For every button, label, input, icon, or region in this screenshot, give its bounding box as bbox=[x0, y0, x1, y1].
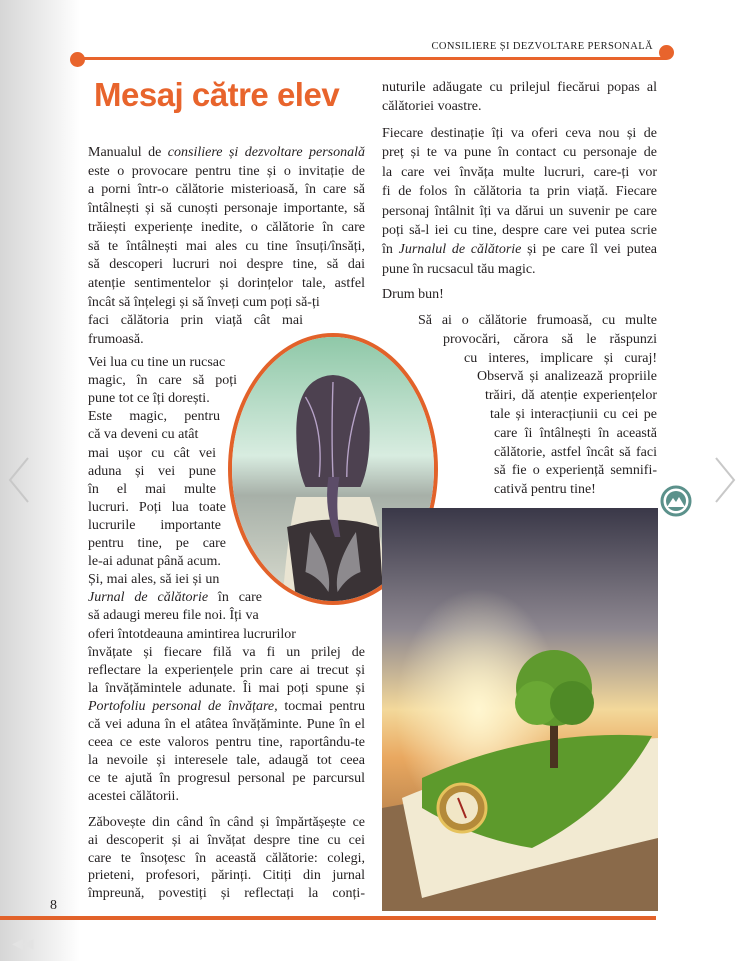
text-line: încât să înțelegi și să înveți cum poți să-ți bbox=[88, 294, 320, 310]
chevron-right-icon bbox=[712, 456, 738, 504]
text-line: trăiești experiențe inedite, o călătorie în care bbox=[88, 219, 365, 235]
text-line: cu interes, implicare și curaj! bbox=[464, 350, 657, 366]
text-line: frumoasă. bbox=[88, 332, 144, 347]
text-line: învățate și fiecare filă va fi un prilej de bbox=[88, 644, 365, 660]
italic-text: Portofoliu personal de învățare, bbox=[88, 698, 278, 714]
text-line: trăiri, dă atenție experiențelor bbox=[485, 388, 657, 404]
header-rule-dot-left bbox=[70, 52, 85, 67]
text-line: poți să-l iei cu tine, despre care vei putea scrie bbox=[382, 223, 657, 238]
next-page-button[interactable] bbox=[712, 456, 738, 504]
text-line: Drum bun! bbox=[382, 287, 444, 302]
text-line: le-ai adunat până acum. bbox=[88, 554, 221, 570]
text-line: ceea ce este valoros pentru tine, raportându-te bbox=[88, 735, 365, 751]
text-line: fi de folos în călătoria ta prin viață. Fiecare bbox=[382, 184, 657, 200]
text-segment: în care bbox=[208, 590, 262, 606]
text-line: la care vei învăța multe lucruri, care-ți vor bbox=[382, 164, 657, 180]
text-line: în el mai multe bbox=[88, 481, 216, 497]
text-line: tale și interacțiunii cu cei pe bbox=[490, 407, 657, 422]
text-line: prieteni, profesori, părinți. Citiți din jurnal bbox=[88, 868, 365, 884]
text-line: atenție sentimentelor și dorințelor tale, astfel bbox=[88, 275, 365, 291]
text-line: a porni într-o călătorie misterioasă, în care să bbox=[88, 182, 365, 198]
text-line: întâlnești și să cunoști personaje importante, să bbox=[88, 201, 365, 217]
text-line: la nevoile și interesele tale, adaugă tot ceea bbox=[88, 753, 365, 769]
text-segment: Manualul de bbox=[88, 145, 168, 160]
italic-text: Jurnalul de călătorie bbox=[398, 242, 522, 258]
italic-text: Jurnal de călătorie bbox=[88, 590, 209, 606]
text-line: este o provocare pentru tine și o invitație de bbox=[88, 163, 365, 179]
text-line: să descoperi lucruri noi despre tine, să dai bbox=[88, 257, 365, 273]
text-line bbox=[382, 241, 657, 259]
text-line: care îi întâlnești în această bbox=[494, 425, 657, 441]
text-line: faci călătoria prin viață cât mai bbox=[88, 313, 303, 329]
text-line: ce te ajută în progresul personal pe parcursul bbox=[88, 771, 365, 787]
mountain-logo-icon[interactable] bbox=[660, 485, 692, 517]
text-line: Zăbovește din când în când și împărtășește ce bbox=[88, 815, 365, 830]
page-number: 8 bbox=[50, 898, 57, 913]
text-line: preț și te va pune în contact cu personaje de bbox=[382, 145, 657, 161]
text-line bbox=[88, 589, 262, 607]
text-line: la învățămintele adunate. Îi mai poți spune și bbox=[88, 680, 365, 696]
text-line: mai ușor cu cât vei bbox=[88, 445, 216, 461]
text-line: personaj întâlnit îți va dărui un suvenir pe care bbox=[382, 203, 657, 219]
page-title: Mesaj către elev bbox=[94, 76, 340, 113]
text-line: nuturile adăugate cu prilejul fiecărui popas al bbox=[382, 80, 657, 95]
text-line: împreună, povestiți și reflectați la conți- bbox=[88, 886, 365, 902]
footer-rule bbox=[0, 916, 656, 920]
text-line: să fie o experiență semnifi- bbox=[494, 463, 657, 479]
text-line: Observă și analizează propriile bbox=[477, 369, 657, 385]
text-line: magic, în care să poți bbox=[88, 373, 237, 389]
text-segment: și pe care îl vei putea bbox=[521, 242, 658, 258]
previous-page-button[interactable] bbox=[6, 456, 32, 504]
text-line: pune în rucsacul tău magic. bbox=[382, 261, 536, 277]
text-segment: în bbox=[382, 242, 399, 258]
text-line: acestei călătorii. bbox=[88, 789, 179, 805]
text-line: aduna și vei pune bbox=[88, 463, 216, 479]
text-line: Vei lua cu tine un rucsac bbox=[88, 355, 226, 370]
text-line: Este magic, pentru bbox=[88, 409, 220, 425]
text-line: oferi întotdeauna amintirea lucrurilor bbox=[88, 626, 296, 642]
text-line: pune tot ce îți dorești. bbox=[88, 391, 210, 407]
text-line: că vei aduna în el atâtea învățăminte. Pune în el bbox=[88, 717, 365, 732]
header-rule-dot-right bbox=[659, 45, 674, 60]
text-line: reflectare la experiențele prin care ai trecut și bbox=[88, 662, 365, 678]
text-line: că va deveni cu atât bbox=[88, 427, 199, 443]
text-segment: tocmai pentru bbox=[277, 698, 365, 714]
double-chevron-left-icon: ◀◀ bbox=[12, 936, 34, 952]
text-line: Și, mai ales, să iei și un bbox=[88, 572, 220, 588]
text-line: provocări, cărora să le răspunzi bbox=[443, 331, 657, 347]
text-line: călătoriei voastre. bbox=[382, 99, 482, 114]
text-line: Fiecare destinație îți va oferi ceva nou și de bbox=[382, 126, 657, 141]
text-line bbox=[88, 698, 365, 716]
text-line: lucruri. Poți lua toate bbox=[88, 499, 226, 515]
header-rule bbox=[76, 57, 666, 60]
text-line: lucrurile importante bbox=[88, 517, 221, 533]
text-line: pentru tine, pe care bbox=[88, 536, 226, 551]
text-line: ai descoperit și ai învățat despre tine cu cei bbox=[88, 832, 365, 848]
first-page-button[interactable] bbox=[12, 936, 34, 952]
text-line: Să ai o călătorie frumoasă, cu multe bbox=[418, 313, 657, 328]
italic-text: consiliere și dezvoltare personală bbox=[167, 145, 365, 160]
chevron-left-icon bbox=[6, 456, 32, 504]
text-line: care te însoțesc în această călătorie: colegi, bbox=[88, 850, 365, 866]
text-line: călătorie, astfel încât să faci bbox=[494, 444, 657, 460]
open-book-with-tree-photo bbox=[382, 508, 658, 911]
text-line: să te întâlnești mai ales cu tine însuți/însăți, bbox=[88, 238, 365, 254]
text-line: cativă pentru tine! bbox=[494, 482, 596, 498]
text-line: să adaugi mereu file noi. Îți va bbox=[88, 608, 259, 624]
text-line bbox=[88, 144, 365, 162]
section-title: CONSILIERE ȘI DEZVOLTARE PERSONALĂ bbox=[431, 41, 653, 52]
